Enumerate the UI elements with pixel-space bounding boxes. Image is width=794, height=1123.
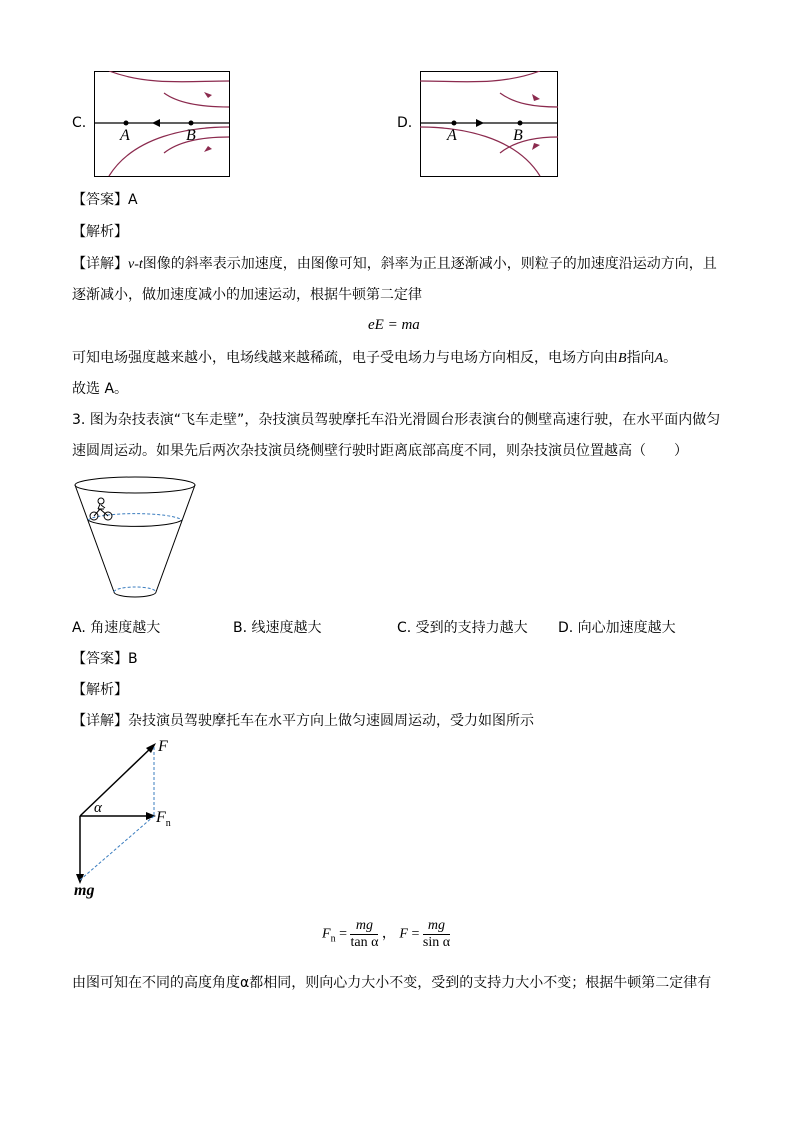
q3-option-c: C. 受到的支持力越大	[397, 620, 528, 636]
point-b-ref: B	[618, 351, 627, 366]
arrow-icon	[532, 94, 540, 101]
fraction-2-denominator: sin α	[422, 935, 451, 950]
fraction-1	[350, 918, 378, 951]
track-back	[88, 514, 182, 520]
point-a	[452, 121, 457, 126]
track-front	[88, 520, 182, 526]
point-a-ref: A	[654, 351, 664, 366]
arrow-icon	[204, 92, 212, 98]
option-c-label: C.	[72, 115, 87, 131]
q2-equation: eE = ma	[368, 317, 420, 333]
arrow-right-icon	[476, 119, 484, 127]
cone-bottom-back	[114, 587, 156, 592]
q3-formula: $F_n$ = $\frac{mg}{\text{tan α}}$ ， F = $\frac{mg}{\text{sin α}}$	[322, 918, 451, 950]
vt-variable: v-t	[128, 257, 143, 272]
answer-value: A	[128, 192, 138, 208]
q2-conclusion	[72, 348, 677, 369]
q2-detail-line1	[72, 254, 717, 275]
arrow-left-icon	[152, 119, 160, 127]
label-f: F	[158, 738, 168, 755]
fraction-1-numerator: mg	[350, 918, 378, 935]
conclusion-end: 。	[663, 350, 678, 366]
q3-answer	[72, 649, 138, 669]
force-diagram	[70, 738, 190, 888]
fraction-2-numerator: mg	[423, 918, 450, 935]
option-d-a-label: A	[447, 127, 457, 144]
detail-text: 图像的斜率表示加速度，由图像可知，斜率为正且逐渐减小，则粒子的加速度沿运动方向，且	[142, 256, 717, 272]
formula-f: F	[399, 926, 408, 942]
fn-main: F	[156, 809, 166, 826]
field-line	[164, 93, 229, 107]
point-b	[189, 121, 194, 126]
q2-final-choice: 故选 A。	[72, 381, 129, 397]
q3-last-line: 由图可知在不同的高度角度α都相同，则向心力大小不变，受到的支持力大小不变；根据牛顿第二定律有	[72, 975, 712, 991]
q3-option-b: B. 线速度越大	[233, 620, 322, 636]
point-b	[518, 121, 523, 126]
option-d-b-label: B	[513, 127, 523, 144]
label-mg: mg	[74, 882, 95, 899]
option-c-a-label: A	[120, 127, 130, 144]
q3-cone-figure	[74, 476, 198, 600]
conclusion-text: 可知电场强度越来越小，电场线越来越稀疏，电子受电场力与电场方向相反，电场方向由	[72, 350, 618, 366]
formula-fn-main: F	[322, 926, 331, 942]
cone-left-wall	[75, 485, 114, 592]
detail-text: 杂技演员驾驶摩托车在水平方向上做匀速圆周运动，受力如图所示	[128, 713, 534, 729]
field-line	[500, 93, 558, 107]
answer-tag: 【答案】	[72, 192, 128, 208]
option-c-field-figure	[94, 71, 230, 177]
q3-detail	[72, 711, 534, 731]
frame	[421, 72, 558, 177]
dashed-diagonal	[80, 816, 154, 880]
answer-tag: 【答案】	[72, 651, 128, 667]
arrow-icon	[204, 146, 212, 152]
fraction-2	[423, 918, 450, 951]
q2-detail-line2: 逐渐减小，做加速度减小的加速运动，根据牛顿第二定律	[72, 287, 422, 303]
q3-option-d: D. 向心加速度越大	[558, 620, 676, 636]
field-line	[109, 71, 229, 82]
force-f-vector	[80, 747, 152, 816]
detail-tag: 【详解】	[72, 256, 128, 272]
q3-option-a: A. 角速度越大	[72, 620, 161, 636]
label-alpha: α	[94, 800, 102, 816]
q3-stem-line1: 3. 图为杂技表演“飞车走壁”，杂技演员驾驶摩托车沿光滑圆台形表演台的侧壁高速行驶，在水平面内做匀	[72, 412, 721, 428]
arrow-icon	[532, 143, 540, 150]
field-line	[420, 71, 540, 82]
q3-stem-line2: 速圆周运动。如果先后两次杂技演员绕侧壁行驶时距离底部高度不同，则杂技演员位置越高（ ）	[72, 443, 688, 459]
answer-value: B	[128, 651, 138, 667]
fn-sub: n	[165, 818, 171, 830]
fraction-1-denominator: tan α	[350, 935, 379, 950]
frame	[95, 72, 230, 177]
formula-separator: ，	[381, 926, 396, 942]
cone-top-rim	[75, 477, 195, 493]
point-a	[124, 121, 129, 126]
q2-answer	[72, 190, 138, 210]
q3-analysis-tag: 【解析】	[72, 682, 128, 698]
cone-bottom-front	[114, 592, 156, 597]
motorcycle-rider-icon	[90, 498, 112, 520]
option-d-label: D.	[397, 115, 413, 131]
field-line	[500, 137, 558, 153]
formula-fn-sub: n	[330, 933, 336, 945]
option-c-b-label: B	[186, 127, 196, 144]
conclusion-mid: 指向	[626, 350, 655, 366]
field-line	[164, 137, 229, 153]
cone-right-wall	[156, 485, 195, 592]
option-d-field-figure	[420, 71, 558, 177]
label-fn	[156, 808, 171, 834]
detail-tag: 【详解】	[72, 713, 128, 729]
q2-analysis-tag: 【解析】	[72, 224, 128, 240]
